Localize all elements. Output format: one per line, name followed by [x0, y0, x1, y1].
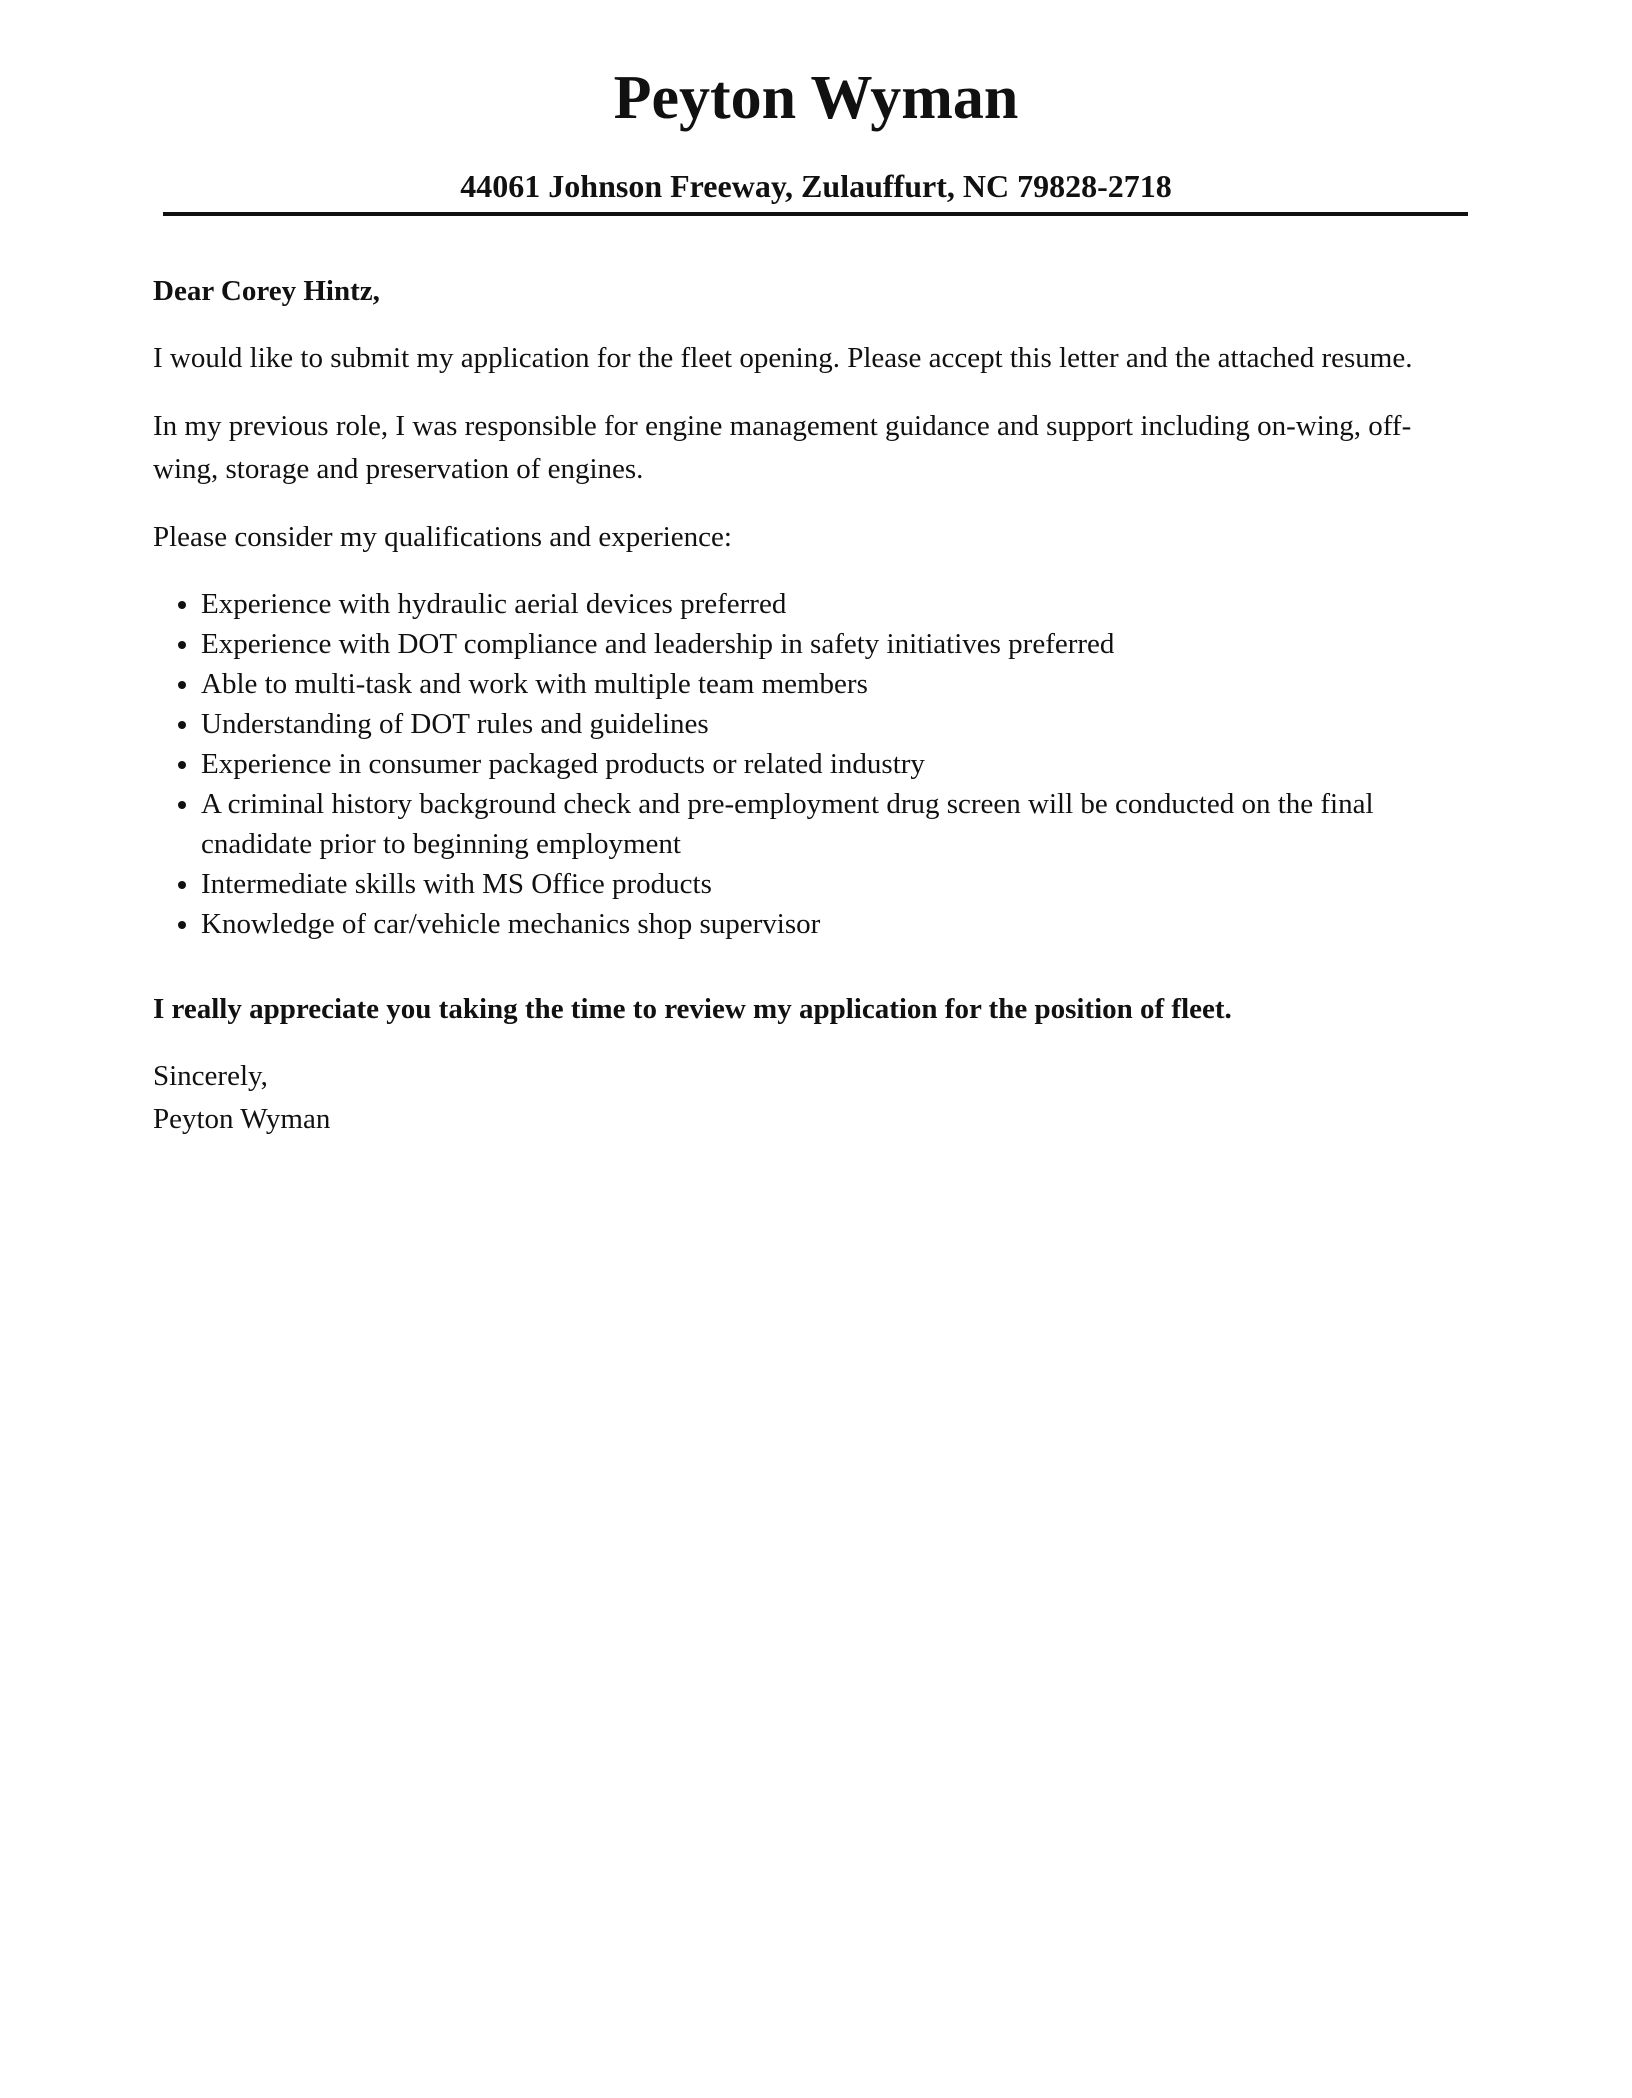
- list-item: • Intermediate skills with MS Office products: [201, 864, 1473, 904]
- intro-paragraph: I would like to submit my application for the fleet opening. Please accept this letter and the attached resume.: [153, 342, 1413, 374]
- list-item: • Knowledge of car/vehicle mechanics shop supervisor: [201, 904, 1473, 944]
- list-item: • Experience with hydraulic aerial devices preferred: [201, 584, 1473, 624]
- applicant-address: 44061 Johnson Freeway, Zulauffurt, NC 79828-2718: [460, 168, 1172, 204]
- qualifications-list: [153, 584, 1473, 944]
- valediction: Sincerely,: [153, 1060, 268, 1092]
- qualifications-intro: Please consider my qualifications and experience:: [153, 521, 732, 553]
- header-divider: [163, 212, 1468, 216]
- experience-paragraph: In my previous role, I was responsible for engine management guidance and support including on-wing, off-wing, storage and preservation of engines.: [153, 410, 1412, 485]
- salutation: Dear Corey Hintz,: [153, 275, 380, 307]
- list-item: • A criminal history background check and pre-employment drug screen will be conducted on the final cnadidate prior to beginning employment: [201, 784, 1473, 864]
- signature-name: Peyton Wyman: [153, 1103, 331, 1135]
- list-item: • Experience with DOT compliance and leadership in safety initiatives preferred: [201, 624, 1473, 664]
- applicant-name: Peyton Wyman: [613, 64, 1019, 132]
- closing-statement: I really appreciate you taking the time to review my application for the position of fleet.: [153, 993, 1232, 1025]
- list-item: • Understanding of DOT rules and guidelines: [201, 704, 1473, 744]
- list-item: • Experience in consumer packaged products or related industry: [201, 744, 1473, 784]
- letter-body: [153, 270, 1473, 1141]
- list-item: • Able to multi-task and work with multiple team members: [201, 664, 1473, 704]
